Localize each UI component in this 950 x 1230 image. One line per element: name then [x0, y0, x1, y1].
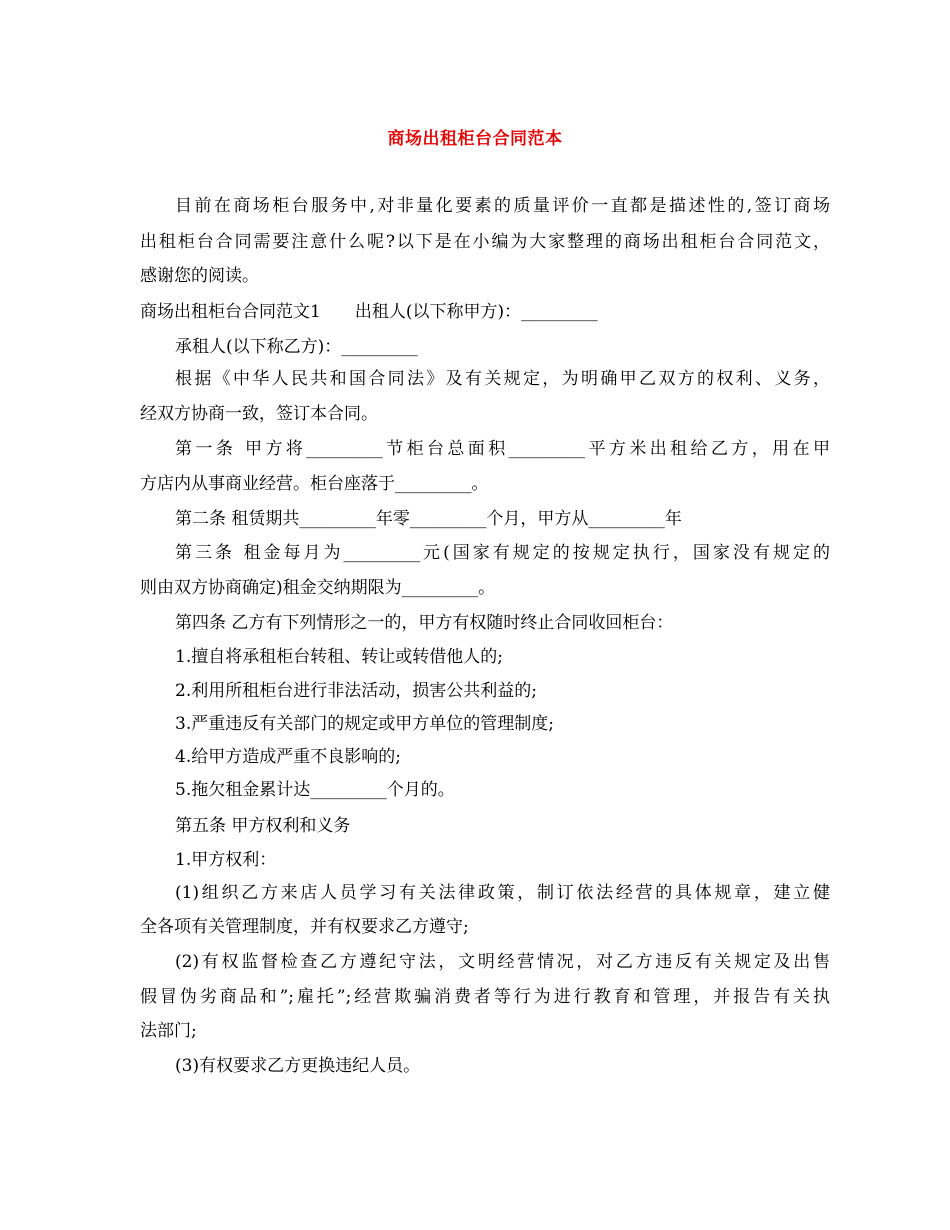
article-3-line-2: 则由双方协商确定)租金交纳期限为_________。	[140, 578, 496, 598]
paragraph-line-intro-1: 目前在商场柜台服务中,对非量化要素的质量评价一直都是描述性的,签订商场	[175, 196, 830, 216]
article-1-line-1: 第一条 甲方将_________节柜台总面积_________平方米出租给乙方，用在甲	[175, 439, 830, 459]
article-3-line-1: 第三条 租金每月为_________元(国家有规定的按规定执行，国家没有规定的	[175, 543, 830, 563]
preamble-line-1: 根据《中华人民共和国合同法》及有关规定，为明确甲乙双方的权利、义务，	[175, 369, 830, 389]
article-5-item-2-line-1: (2)有权监督检查乙方遵纪守法，文明经营情况，对乙方违反有关规定及出售	[175, 952, 830, 972]
article-5-subheading: 1.甲方权利：	[175, 850, 277, 870]
paragraph-line-intro-3: 感谢您的阅读。	[140, 266, 259, 286]
article-1-line-2: 方店内从事商业经营。柜台座落于_________。	[140, 474, 489, 494]
contract-heading-lessor: 商场出租柜台合同范文1 出租人(以下称甲方)：_________	[140, 302, 598, 322]
article-4-item-2: 2.利用所租柜台进行非法活动，损害公共利益的;	[175, 681, 537, 701]
paragraph-line-intro-2: 出租柜台合同需要注意什么呢?以下是在小编为大家整理的商场出租柜台合同范文，	[140, 232, 830, 252]
article-5-item-1-line-1: (1)组织乙方来店人员学习有关法律政策，制订依法经营的具体规章，建立健	[175, 883, 830, 903]
article-5-item-2-line-3: 法部门;	[140, 1021, 197, 1041]
article-4-item-3: 3.严重违反有关部门的规定或甲方单位的管理制度;	[175, 714, 554, 734]
article-4-item-4: 4.给甲方造成严重不良影响的;	[175, 747, 401, 767]
article-2-line: 第二条 租赁期共_________年零_________个月，甲方从_________年	[175, 509, 682, 529]
article-5-item-2-line-2: 假冒伪劣商品和”;雇托”;经营欺骗消费者等行为进行教育和管理，并报告有关执	[140, 987, 830, 1007]
article-5-item-1-line-2: 全各项有关管理制度，并有权要求乙方遵守;	[140, 917, 469, 937]
article-5-item-3: (3)有权要求乙方更换违纪人员。	[175, 1056, 421, 1076]
article-4-item-5: 5.拖欠租金累计达_________个月的。	[175, 780, 455, 800]
preamble-line-2: 经双方协商一致，签订本合同。	[140, 404, 378, 424]
lessee-line: 承租人(以下称乙方)：_________	[175, 337, 418, 357]
article-4-heading: 第四条 乙方有下列情形之一的，甲方有权随时终止合同收回柜台：	[175, 613, 674, 633]
document-title: 商场出租柜台合同范本	[387, 129, 563, 149]
article-5-heading: 第五条 甲方权利和义务	[175, 816, 351, 836]
article-4-item-1: 1.擅自将承租柜台转租、转让或转借他人的;	[175, 647, 503, 667]
